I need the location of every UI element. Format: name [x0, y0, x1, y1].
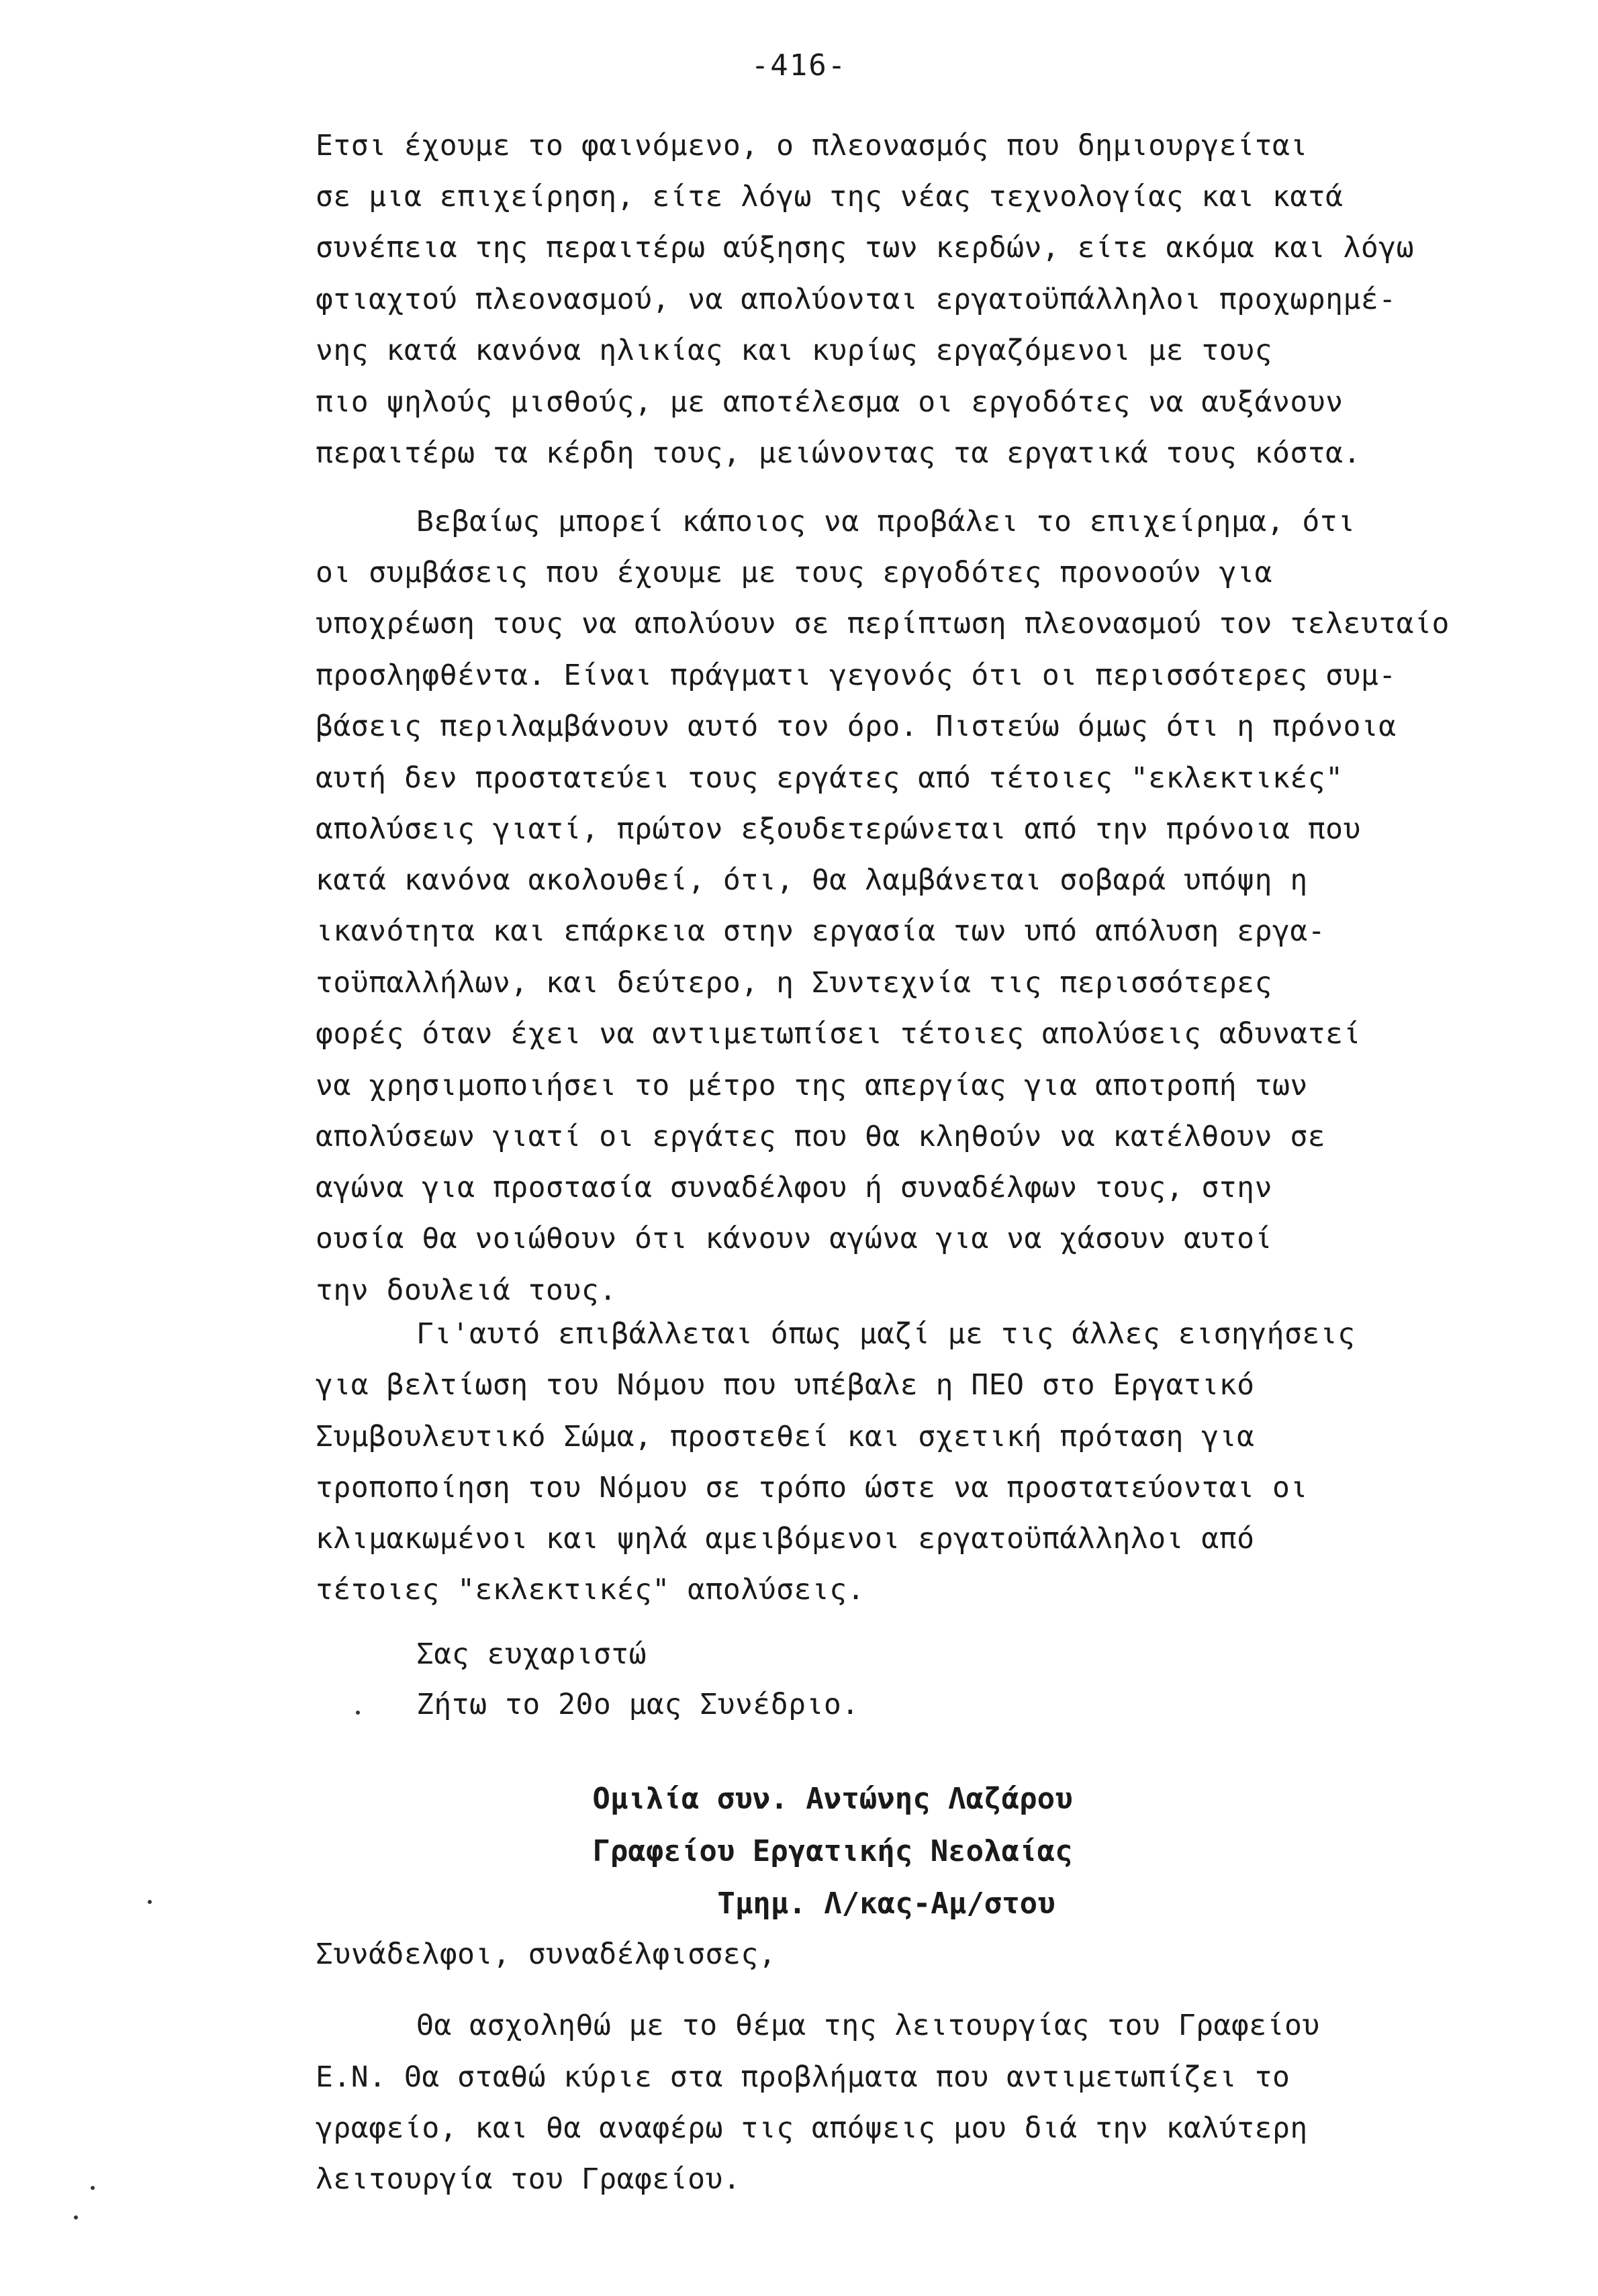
paragraph-2-line: να χρησιμοποιήσει το μέτρο της απεργίας για αποτροπή των — [316, 1069, 1308, 1102]
paragraph-1-line: φτιαχτού πλεονασμού, να απολύονται εργατοϋπάλληλοι προχωρημέ- — [316, 283, 1397, 316]
paragraph-4-line: λειτουργία του Γραφείου. — [316, 2162, 741, 2196]
scan-speck — [148, 1900, 152, 1904]
paragraph-2-line: τοϋπαλλήλων, και δεύτερο, η Συντεχνία τις περισσότερες — [316, 966, 1272, 1000]
speech-heading-office: Γραφείου Εργατικής Νεολαίας — [592, 1834, 1073, 1868]
paragraph-2-line: ικανότητα και επάρκεια στην εργασία των υπό απόλυση εργα- — [316, 914, 1326, 948]
paragraph-2-line: απολύσεις γιατί, πρώτον εξουδετερώνεται από την πρόνοια που — [316, 812, 1361, 846]
paragraph-3-line: τροποποίηση του Νόμου σε τρόπο ώστε να προστατεύονται οι — [316, 1471, 1308, 1504]
paragraph-2-line: ουσία θα νοιώθουν ότι κάνουν αγώνα για να χάσουν αυτοί — [316, 1222, 1272, 1255]
closing-thanks: Σας ευχαριστώ — [416, 1637, 647, 1671]
closing-salute: Ζήτω το 20ο μας Συνέδριο. — [416, 1688, 859, 1721]
paragraph-1-line: περαιτέρω τα κέρδη τους, μειώνοντας τα εργατικά τους κόστα. — [316, 436, 1361, 470]
speech-heading-speaker: Ομιλία συν. Αντώνης Λαζάρου — [592, 1782, 1073, 1816]
page-number: -416- — [751, 48, 847, 83]
paragraph-2-line: Βεβαίως μπορεί κάποιος να προβάλει το επιχείρημα, ότι — [416, 505, 1356, 538]
paragraph-2-line: υποχρέωση τους να απολύουν σε περίπτωση πλεονασμού τον τελευταίο — [316, 607, 1450, 640]
speech-heading-department: Τμημ. Λ/κας-Αμ/στου — [717, 1886, 1055, 1921]
scan-speck — [74, 2215, 78, 2219]
paragraph-2-line: κατά κανόνα ακολουθεί, ότι, θα λαμβάνεται σοβαρά υπόψη η — [316, 863, 1308, 897]
scan-speck — [356, 1711, 360, 1715]
paragraph-2-line: αγώνα για προστασία συναδέλφου ή συναδέλφων τους, στην — [316, 1171, 1272, 1204]
paragraph-4-line: γραφείο, και θα αναφέρω τις απόψεις μου διά την καλύτερη — [316, 2111, 1308, 2145]
paragraph-2-line: οι συμβάσεις που έχουμε με τους εργοδότες προνοούν για — [316, 556, 1272, 589]
paragraph-1-line: Ετσι έχουμε το φαινόμενο, ο πλεονασμός που δημιουργείται — [316, 129, 1308, 162]
paragraph-2-line: προσληφθέντα. Είναι πράγματι γεγονός ότι οι περισσότερες συμ- — [316, 659, 1397, 692]
scan-speck — [91, 2186, 95, 2190]
paragraph-2-line: απολύσεων γιατί οι εργάτες που θα κληθούν να κατέλθουν σε — [316, 1120, 1326, 1153]
salutation: Συνάδελφοι, συναδέλφισσες, — [316, 1938, 777, 1971]
paragraph-2-line: αυτή δεν προστατεύει τους εργάτες από τέτοιες "εκλεκτικές" — [316, 761, 1344, 795]
paragraph-1-line: σε μια επιχείρηση, είτε λόγω της νέας τεχνολογίας και κατά — [316, 180, 1344, 213]
paragraph-3-line: τέτοιες "εκλεκτικές" απολύσεις. — [316, 1573, 865, 1607]
paragraph-1-line: πιο ψηλούς μισθούς, με αποτέλεσμα οι εργοδότες να αυξάνουν — [316, 385, 1344, 419]
paragraph-4-line: Θα ασχοληθώ με το θέμα της λειτουργίας του Γραφείου — [416, 2009, 1320, 2042]
paragraph-3-line: για βελτίωση του Νόμου που υπέβαλε η ΠΕΟ στο Εργατικό — [316, 1368, 1255, 1402]
paragraph-3-line: κλιμακωμένοι και ψηλά αμειβόμενοι εργατοϋπάλληλοι από — [316, 1522, 1255, 1556]
paragraph-3-line: Συμβουλευτικό Σώμα, προστεθεί και σχετική πρόταση για — [316, 1420, 1255, 1453]
paragraph-1-line: νης κατά κανόνα ηλικίας και κυρίως εργαζόμενοι με τους — [316, 334, 1272, 367]
paragraph-2-line: βάσεις περιλαμβάνουν αυτό τον όρο. Πιστεύω όμως ότι η πρόνοια — [316, 710, 1397, 743]
paragraph-4-line: Ε.Ν. Θα σταθώ κύριε στα προβλήματα που αντιμετωπίζει το — [316, 2060, 1290, 2094]
paragraph-1-line: συνέπεια της περαιτέρω αύξησης των κερδών, είτε ακόμα και λόγω — [316, 231, 1415, 265]
paragraph-3-line: Γι'αυτό επιβάλλεται όπως μαζί με τις άλλες εισηγήσεις — [416, 1317, 1356, 1351]
paragraph-2-line: φορές όταν έχει να αντιμετωπίσει τέτοιες απολύσεις αδυνατεί — [316, 1017, 1361, 1051]
paragraph-2-line: την δουλειά τους. — [316, 1274, 617, 1307]
